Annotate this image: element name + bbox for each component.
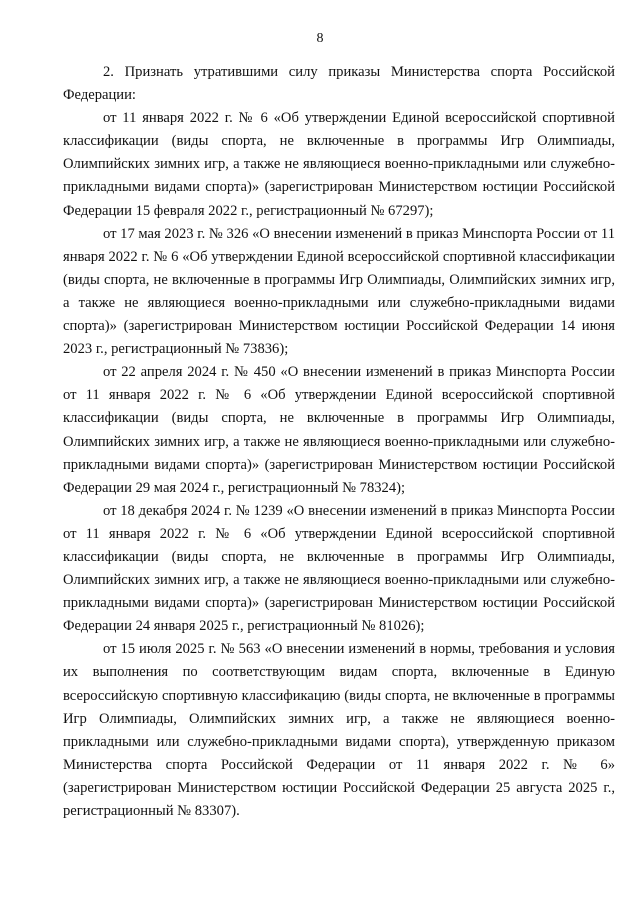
paragraph-order-2023-326: от 17 мая 2023 г. № 326 «О внесении изменений в приказ Минспорта России от 11 января 2022 г. № 6 «Об утверждении Единой всероссийской спортивной классификации (виды спорта, не включенные в программы Игр Олимпиады, Олимпийских зимних игр, а также не являющиеся военно-прикладными или служебно-прикладными видами спорта)» (зарегистрирован Министерством юстиции Российской Федерации 14 июня 2023 г., регистрационный № 73836); — [63, 225, 615, 358]
paragraph-order-2022-6: от 11 января 2022 г. № 6 «Об утверждении Единой всероссийской спортивной классификации (виды спорта, не включенные в программы Игр Олимпиады, Олимпийских зимних игр, а также не являющиеся военно-прикладными или служебно-прикладными видами спорта)» (зарегистрирован Министерством юстиции Российской Федерации 15 февраля 2022 г., регистрационный № 67297); — [63, 110, 615, 219]
paragraph-item-2-intro: 2. Признать утратившими силу приказы Министерства спорта Российской Федерации: — [63, 64, 615, 104]
paragraph-order-2025-563: от 15 июля 2025 г. № 563 «О внесении изменений в нормы, требования и условия их выполнения по соответствующим видам спорта, включенные в Единую всероссийскую спортивную классификацию (виды спорта, не включенные в программы Игр Олимпиады, Олимпийских зимних игр, а также не являющиеся военно-прикладными или служебно-прикладными видами спорта), утвержденную приказом Министерства спорта Российской Федерации от 11 января 2022 г. № 6» (зарегистрирован Министерством юстиции Российской Федерации 25 августа 2025 г., регистрационный № 83307). — [63, 641, 615, 819]
paragraph-order-2024-1239: от 18 декабря 2024 г. № 1239 «О внесении изменений в приказ Минспорта России от 11 января 2022 г. № 6 «Об утверждении Единой всероссийской спортивной классификации (виды спорта, не включенные в программы Игр Олимпиады, Олимпийских зимних игр, а также не являющиеся военно-прикладными или служебно-прикладными видами спорта)» (зарегистрирован Министерством юстиции Российской Федерации 24 января 2025 г., регистрационный № 81026); — [63, 502, 615, 635]
document-body — [63, 61, 615, 823]
paragraph-order-2024-450: от 22 апреля 2024 г. № 450 «О внесении изменений в приказ Минспорта России от 11 января 2022 г. № 6 «Об утверждении Единой всероссийской спортивной классификации (виды спорта, не включенные в программы Игр Олимпиады, Олимпийских зимних игр, а также не являющиеся военно-прикладными или служебно-прикладными видами спорта)» (зарегистрирован Министерством юстиции Российской Федерации 29 мая 2024 г., регистрационный № 78324); — [63, 364, 615, 496]
page-number: 8 — [316, 31, 324, 46]
